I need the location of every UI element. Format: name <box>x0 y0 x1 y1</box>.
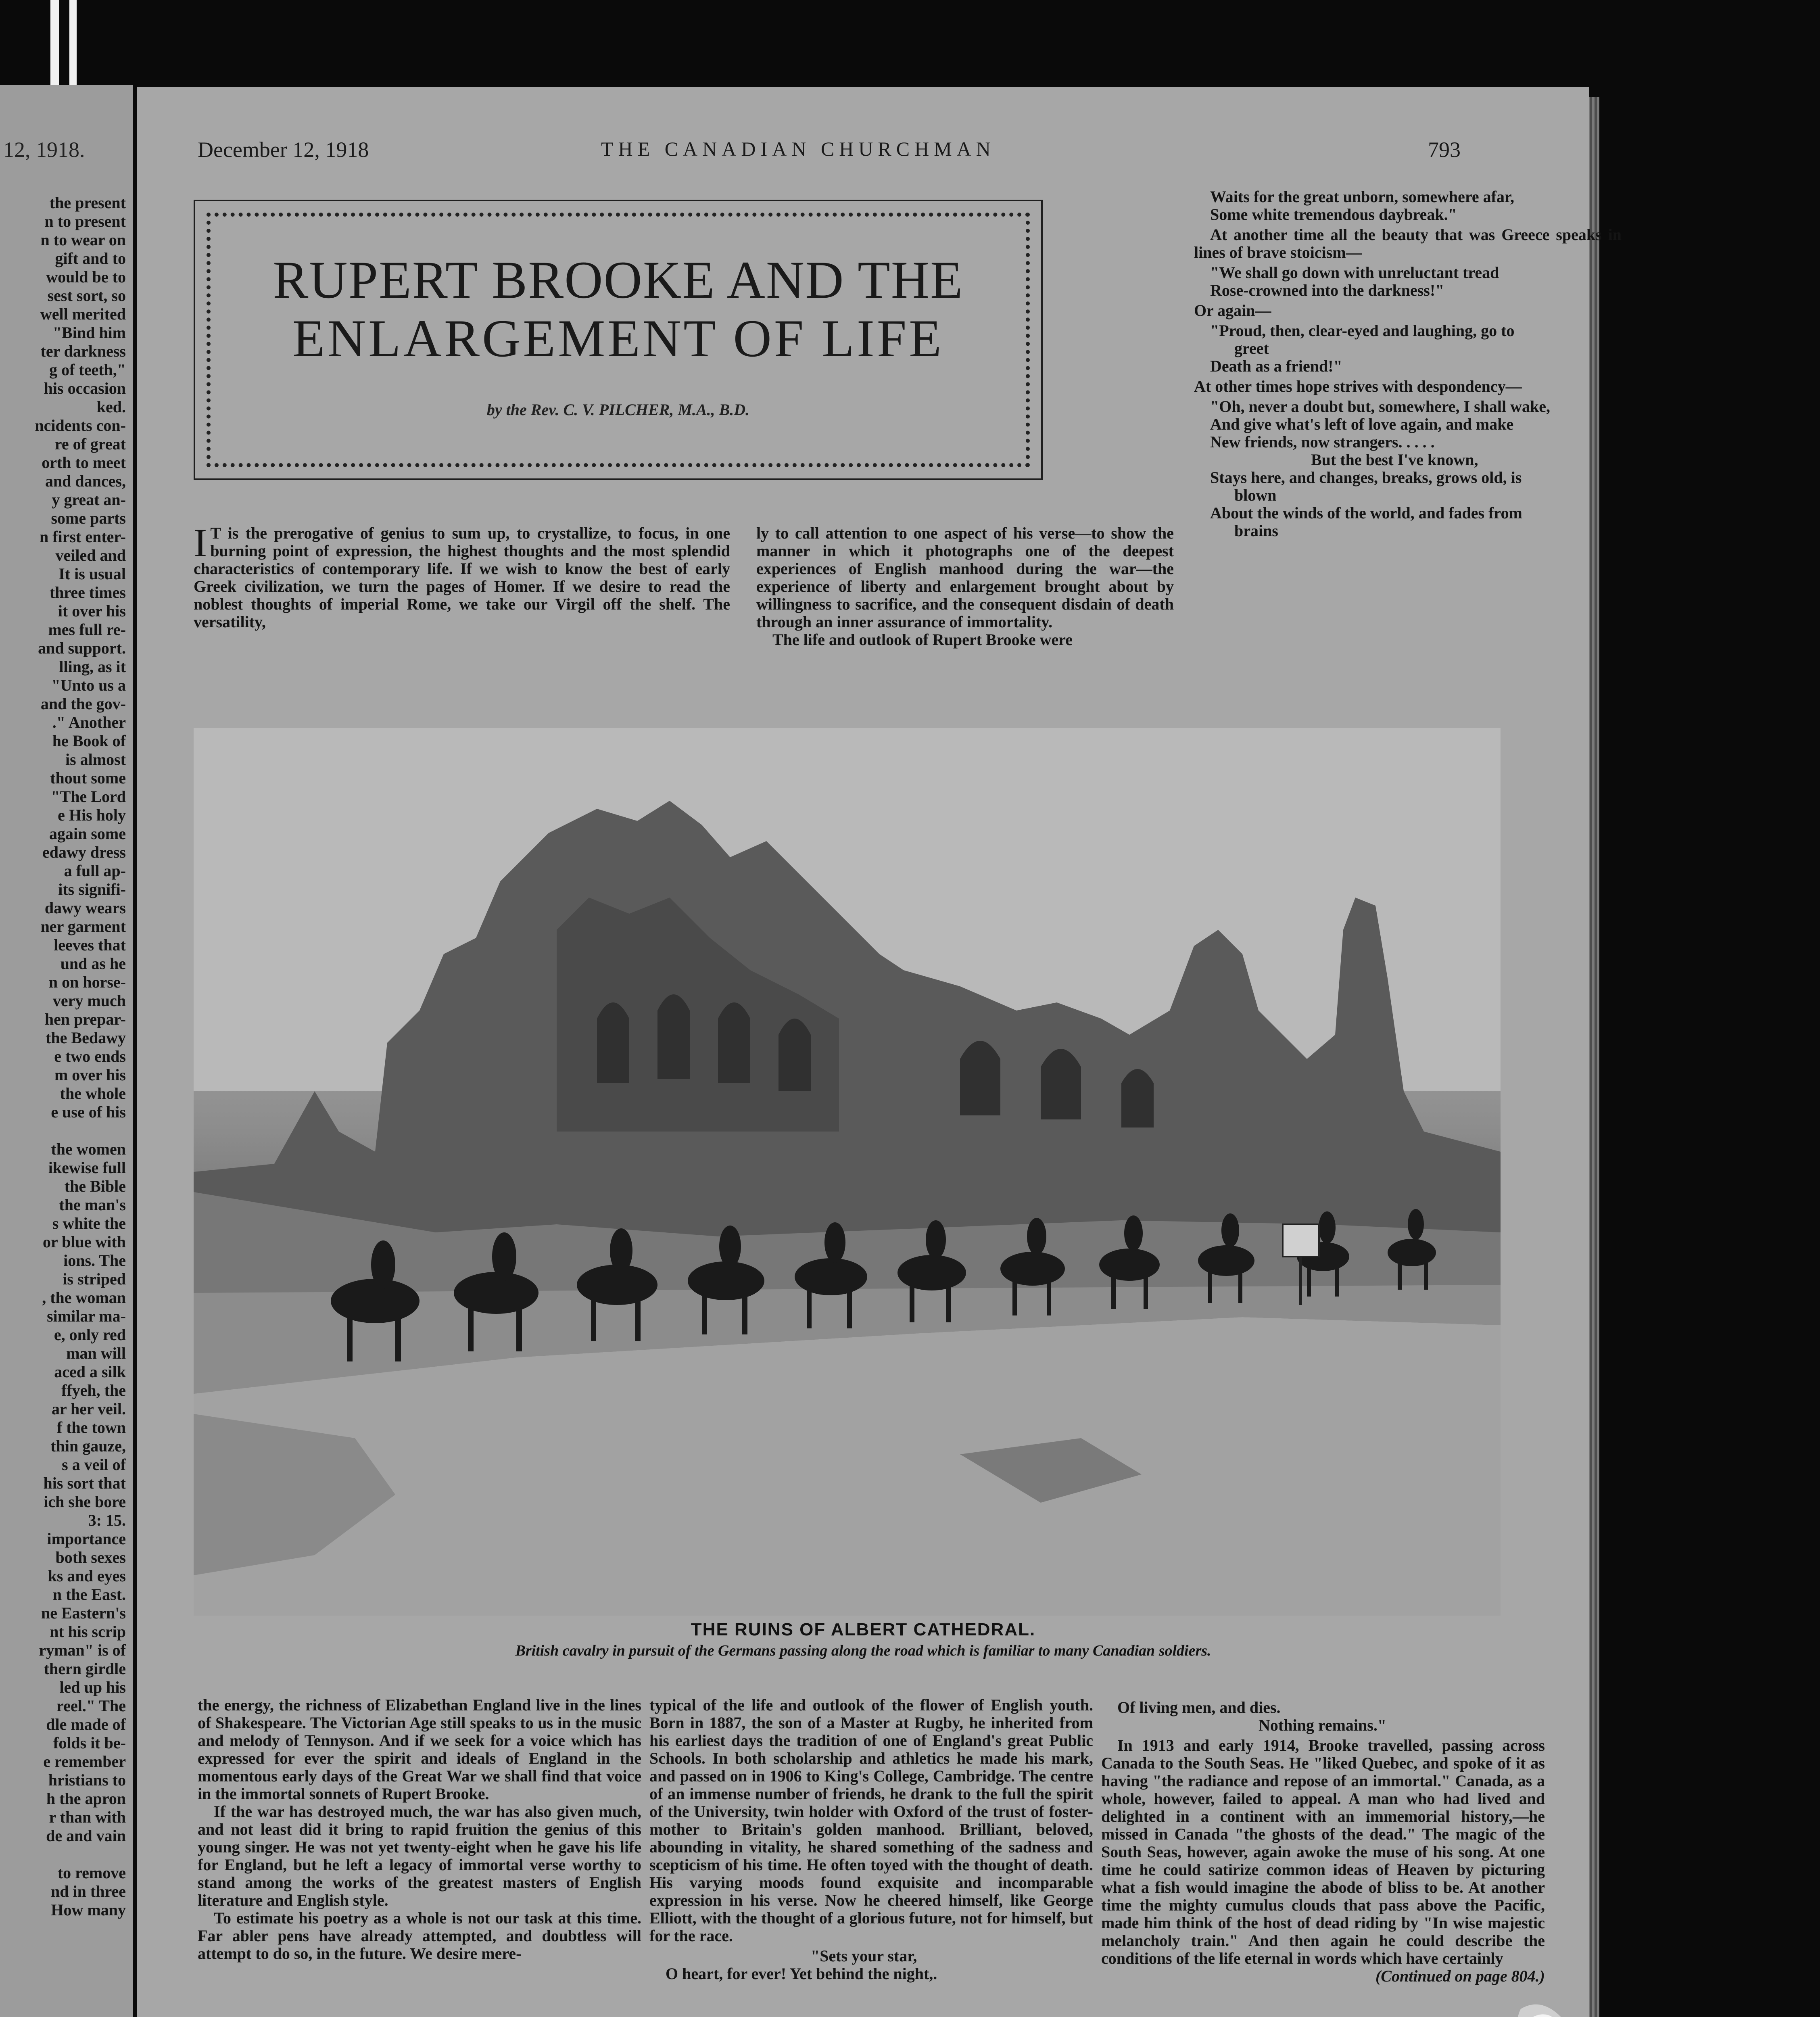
verse-line: brains <box>1234 522 1278 540</box>
left-page-line: gift and to <box>55 249 126 267</box>
left-page-line: ikewise full <box>48 1159 126 1177</box>
ruins-photograph <box>194 728 1501 1616</box>
left-page-line: hristians to <box>48 1771 126 1789</box>
left-page-line: the women <box>51 1140 126 1158</box>
left-page-line: reel." The <box>56 1697 126 1715</box>
left-page-line: man will <box>66 1344 126 1362</box>
continued-note: (Continued on page 804.) <box>1375 1967 1545 1985</box>
left-page-line: ncidents con- <box>35 416 126 434</box>
paragraph: Or again— <box>1194 301 1271 319</box>
left-page-line: nd in three <box>51 1882 126 1900</box>
left-page-line: ffyeh, the <box>61 1381 126 1399</box>
left-page-line: both sexes <box>55 1548 126 1566</box>
left-page-line: lling, as it <box>59 658 126 676</box>
left-page-line: ner garment <box>40 917 126 935</box>
verse-line: But the best I've known, <box>1311 451 1478 469</box>
paragraph: typical of the life and outlook of the flower of English youth. Born in 1887, the son of a Master at Rugby, he inherited from his earliest days the tradition of one of England's great Public Schools. In both scholarship and athletics he made his mark, and passed on in 1906 to King's College, Cambridge. The centre of an immense number of friends, he drank to the full the spirit of the University, twin holder with Oxford of the trust of foster-mother to Britain's golden manhood. Brilliant, beloved, abounding in vitality, he shared something of the sadness and scepticism of his time. He often toyed with the thought of death. His varying moods found exquisite and incomparable expression in his verse. Now he cheered himself, like George Elliott, with the thought of a glorious future, not for himself, but for the race. <box>649 1696 1093 1945</box>
left-page-line: led up his <box>59 1678 126 1696</box>
paragraph: ly to call attention to one aspect of his verse—to show the manner in which it photographs one of the deepest experiences of English manhood during the war—the experience of liberty and enlargement brought about by willingness to sacrifice, and the consequent disdain of death through an inner assurance of immortality. <box>756 524 1174 631</box>
verse-line: And give what's left of love again, and make <box>1210 415 1514 433</box>
article-byline: by the Rev. C. V. PILCHER, M.A., B.D. <box>486 401 750 419</box>
left-page-line: n the East. <box>52 1585 126 1604</box>
left-page-line: is striped <box>63 1270 126 1288</box>
verse-line: blown <box>1234 486 1277 504</box>
verse-quote <box>1210 188 1622 223</box>
header-date: December 12, 1918 <box>198 138 369 162</box>
paragraph: The life and outlook of Rupert Brooke were <box>772 631 1073 649</box>
newspaper-page <box>137 87 1622 2017</box>
left-page-line: ions. The <box>63 1251 126 1269</box>
left-page-line: the Bedawy <box>46 1029 126 1047</box>
left-page-line <box>5 1121 126 1140</box>
left-facing-page <box>0 85 133 2017</box>
paragraph: To estimate his poetry as a whole is not our task at this time. Far abler pens have already attempted, and doubtless will attempt to do so, in the future. We desire mere- <box>198 1909 641 1963</box>
verse-line: Stays here, and changes, breaks, grows old, is <box>1210 468 1522 487</box>
dotted-border <box>207 213 1030 467</box>
body-column-3 <box>1101 1696 1545 1985</box>
verse-line: "We shall go down with unreluctant tread <box>1210 263 1499 282</box>
left-page-line: ich she bore <box>44 1493 126 1511</box>
film-edge-bar-top-2 <box>69 0 77 87</box>
photo-caption-text: British cavalry in pursuit of the Germans passing along the road which is familiar to many Canadian soldiers. <box>515 1642 1211 1659</box>
left-page-line: some parts <box>51 509 126 527</box>
verse-quote <box>1117 1699 1545 1734</box>
intro-column-3 <box>1194 186 1622 542</box>
verse-quote <box>666 1947 1093 1983</box>
left-page-line: ar her veil. <box>51 1400 126 1418</box>
paragraph: the energy, the richness of Elizabethan England live in the lines of Shakespeare. The Victorian Age still speaks to us in the music and melody of Tennyson. And if we seek for a voice which has expressed for ever the spirit and ideals of England in the momentous early days of the Great War we shall find that voice in the immortal sonnets of Rupert Brooke. <box>198 1696 641 1803</box>
left-page-line: It is usual <box>58 565 126 583</box>
left-page-line: How many <box>51 1901 126 1919</box>
left-page-line: ked. <box>96 398 126 416</box>
photo-caption-title: THE RUINS OF ALBERT CATHEDRAL. <box>691 1620 1036 1639</box>
left-page-line: would be to <box>46 268 126 286</box>
left-page-line: mes full re- <box>48 620 126 639</box>
intro-paragraph: T is the prerogative of genius to sum up, to crystallize, to focus, in one burning point of expression, the highest thoughts and the most splendid characteristics of contemporary life. If we wish to know the best of early Greek civilization, we turn the pages of Homer. If we desire to read the noblest thoughts of imperial Rome, we take our Virgil off the shelf. The versatility, <box>194 524 730 631</box>
verse-quote <box>1210 398 1622 540</box>
left-page-line: dawy wears <box>44 899 126 917</box>
left-page-line: aced a silk <box>54 1363 126 1381</box>
left-page-column <box>5 194 126 1919</box>
verse-line: Death as a friend!" <box>1210 357 1342 375</box>
left-page-line: thout some <box>50 769 126 787</box>
left-page-line: folds it be- <box>53 1734 126 1752</box>
left-page-line: s white the <box>52 1214 126 1232</box>
left-page-line: the whole <box>60 1084 126 1102</box>
left-page-line: veiled and <box>55 546 126 564</box>
header-publication: THE CANADIAN CHURCHMAN <box>601 138 996 160</box>
left-page-line: and the gov- <box>40 695 126 713</box>
verse-line: "Proud, then, clear-eyed and laughing, go to <box>1210 322 1515 340</box>
paragraph: At other times hope strives with despondency— <box>1194 377 1522 395</box>
left-page-line: its signifi- <box>58 880 126 898</box>
left-page-line: very much <box>52 992 126 1010</box>
left-page-line: and dances, <box>45 472 126 490</box>
left-page-line: to remove <box>57 1864 126 1882</box>
body-column-2 <box>649 1696 1093 1985</box>
left-page-line: h the apron <box>46 1789 126 1808</box>
left-page-line: nt his scrip <box>50 1622 126 1641</box>
left-page-line: e two ends <box>54 1047 126 1065</box>
left-page-line: or blue with <box>43 1233 126 1251</box>
left-page-line: , the woman <box>42 1288 126 1307</box>
left-page-line: "The Lord <box>51 787 126 806</box>
left-page-line: "Bind him <box>52 324 126 342</box>
verse-line: "Oh, never a doubt but, somewhere, I shall wake, <box>1210 397 1551 416</box>
verse-line: O heart, for ever! Yet behind the night,. <box>666 1965 937 1983</box>
left-page-line: he Book of <box>52 732 126 750</box>
paragraph: In 1913 and early 1914, Brooke travelled, passing across Canada to the South Seas. He "liked Quebec, and spoke of it as having "the radiance and repose of an immortal." Canada, as a whole, however, failed to appeal. A man who had lived and delighted in a continent with an immemorial history,—he missed in Canada "the ghosts of the dead." The magic of the South Seas, however, again awoke the muse of his song. At one time he could satirize common ideas of Heaven by picturing what a fish would imagine the abode of bliss to be. At another time the mighty cumulus clouds that pass above the Pacific, made him think of the host of dead riding by "In wise majestic melancholy train." And then again he could describe the conditions of the life eternal in words which have certainly <box>1101 1736 1545 1967</box>
left-page-line: the Bible <box>64 1177 126 1195</box>
left-page-line: ryman" is of <box>39 1641 126 1659</box>
left-page-line: sest sort, so <box>47 286 126 305</box>
left-page-line: ." Another <box>52 713 126 731</box>
left-page-line: ne Eastern's <box>41 1604 126 1622</box>
left-page-line: y great an- <box>52 491 126 509</box>
left-page-line: thin gauze, <box>50 1437 126 1455</box>
film-edge-bar-top-1 <box>50 0 59 87</box>
verse-line: About the winds of the world, and fades from <box>1210 504 1522 522</box>
left-page-line: 3: 15. <box>88 1511 126 1529</box>
left-page-header: 12, 1918. <box>3 138 85 162</box>
left-page-line: n first enter- <box>40 528 126 546</box>
left-page-line: n to present <box>44 212 126 230</box>
verse-line: "Sets your star, <box>811 1947 917 1965</box>
header-page-number: 793 <box>1428 138 1461 162</box>
left-page-line <box>5 1845 126 1864</box>
left-page-line: leeves that <box>54 936 126 954</box>
verse-quote <box>1210 322 1622 375</box>
left-page-line: r than with <box>49 1808 126 1826</box>
tweezers-icon <box>1509 1993 1613 2017</box>
left-page-line: his sort that <box>43 1474 126 1492</box>
left-page-line: the present <box>49 194 126 212</box>
left-page-line: e, only red <box>54 1326 126 1344</box>
drop-cap: I <box>194 520 207 565</box>
left-page-line: e remember <box>43 1752 126 1771</box>
verse-line: Some white tremendous daybreak." <box>1210 205 1457 223</box>
left-page-line: similar ma- <box>47 1307 126 1325</box>
verse-line: Rose-crowned into the darkness!" <box>1210 281 1444 299</box>
left-page-line: und as he <box>60 954 126 973</box>
body-column-1 <box>198 1696 641 1963</box>
left-page-line: re of great <box>54 435 126 453</box>
left-page-line: m over his <box>54 1066 126 1084</box>
left-page-line: s a veil of <box>62 1455 126 1474</box>
left-page-line: hen prepar- <box>44 1010 126 1028</box>
left-page-line: de and vain <box>46 1827 126 1845</box>
left-page-line: e His holy <box>58 806 126 824</box>
verse-line: New friends, now strangers. . . . . <box>1210 433 1435 451</box>
left-page-line: importance <box>47 1530 126 1548</box>
title-box <box>194 200 1043 480</box>
left-page-line: dle made of <box>46 1715 126 1733</box>
left-page-line: g of teeth," <box>49 361 126 379</box>
left-page-line: again some <box>49 825 126 843</box>
article-title-line-1: RUPERT BROOKE AND THE <box>273 250 964 309</box>
paragraph: At another time all the beauty that was Greece speaks in lines of brave stoicism— <box>1194 226 1622 261</box>
left-page-line: edawy dress <box>42 843 126 861</box>
verse-line: Nothing remains." <box>1259 1716 1387 1734</box>
verse-line: greet <box>1234 339 1269 357</box>
verse-line: Waits for the great unborn, somewhere afar, <box>1210 188 1515 206</box>
left-page-line: his occasion <box>44 379 126 397</box>
intro-column-1 <box>194 520 730 631</box>
paragraph: If the war has destroyed much, the war has also given much, and not least did it bring to rapid fruition the genius of this young singer. He was not yet twenty-eight when he gave his life for England, but he left a legacy of immortal verse worthy to stand among the works of the greatest masters of English literature and English style. <box>198 1802 641 1909</box>
left-page-line: ks and eyes <box>48 1567 126 1585</box>
left-page-line: the man's <box>59 1196 126 1214</box>
left-page-line: and support. <box>38 639 126 657</box>
article-title-line-2: ENLARGEMENT OF LIFE <box>292 309 944 368</box>
left-page-line: thern girdle <box>44 1660 126 1678</box>
intro-column-2 <box>756 524 1174 649</box>
left-page-line: it over his <box>58 602 126 620</box>
left-page-line: is almost <box>65 750 126 768</box>
verse-quote <box>1210 264 1622 299</box>
left-page-line: orth to meet <box>42 453 126 472</box>
left-page-line: n on horse- <box>48 973 126 991</box>
left-page-line: ter darkness <box>40 342 126 360</box>
left-page-line: three times <box>49 583 126 601</box>
left-page-line: well merited <box>40 305 126 323</box>
left-page-line: f the town <box>56 1418 126 1437</box>
ruins-illustration <box>194 728 1501 1616</box>
left-page-line: a full ap- <box>64 862 126 880</box>
left-page-line: e use of his <box>51 1103 126 1121</box>
left-page-line: n to wear on <box>40 231 126 249</box>
left-page-line: "Unto us a <box>51 676 126 694</box>
verse-line: Of living men, and dies. <box>1117 1698 1281 1716</box>
